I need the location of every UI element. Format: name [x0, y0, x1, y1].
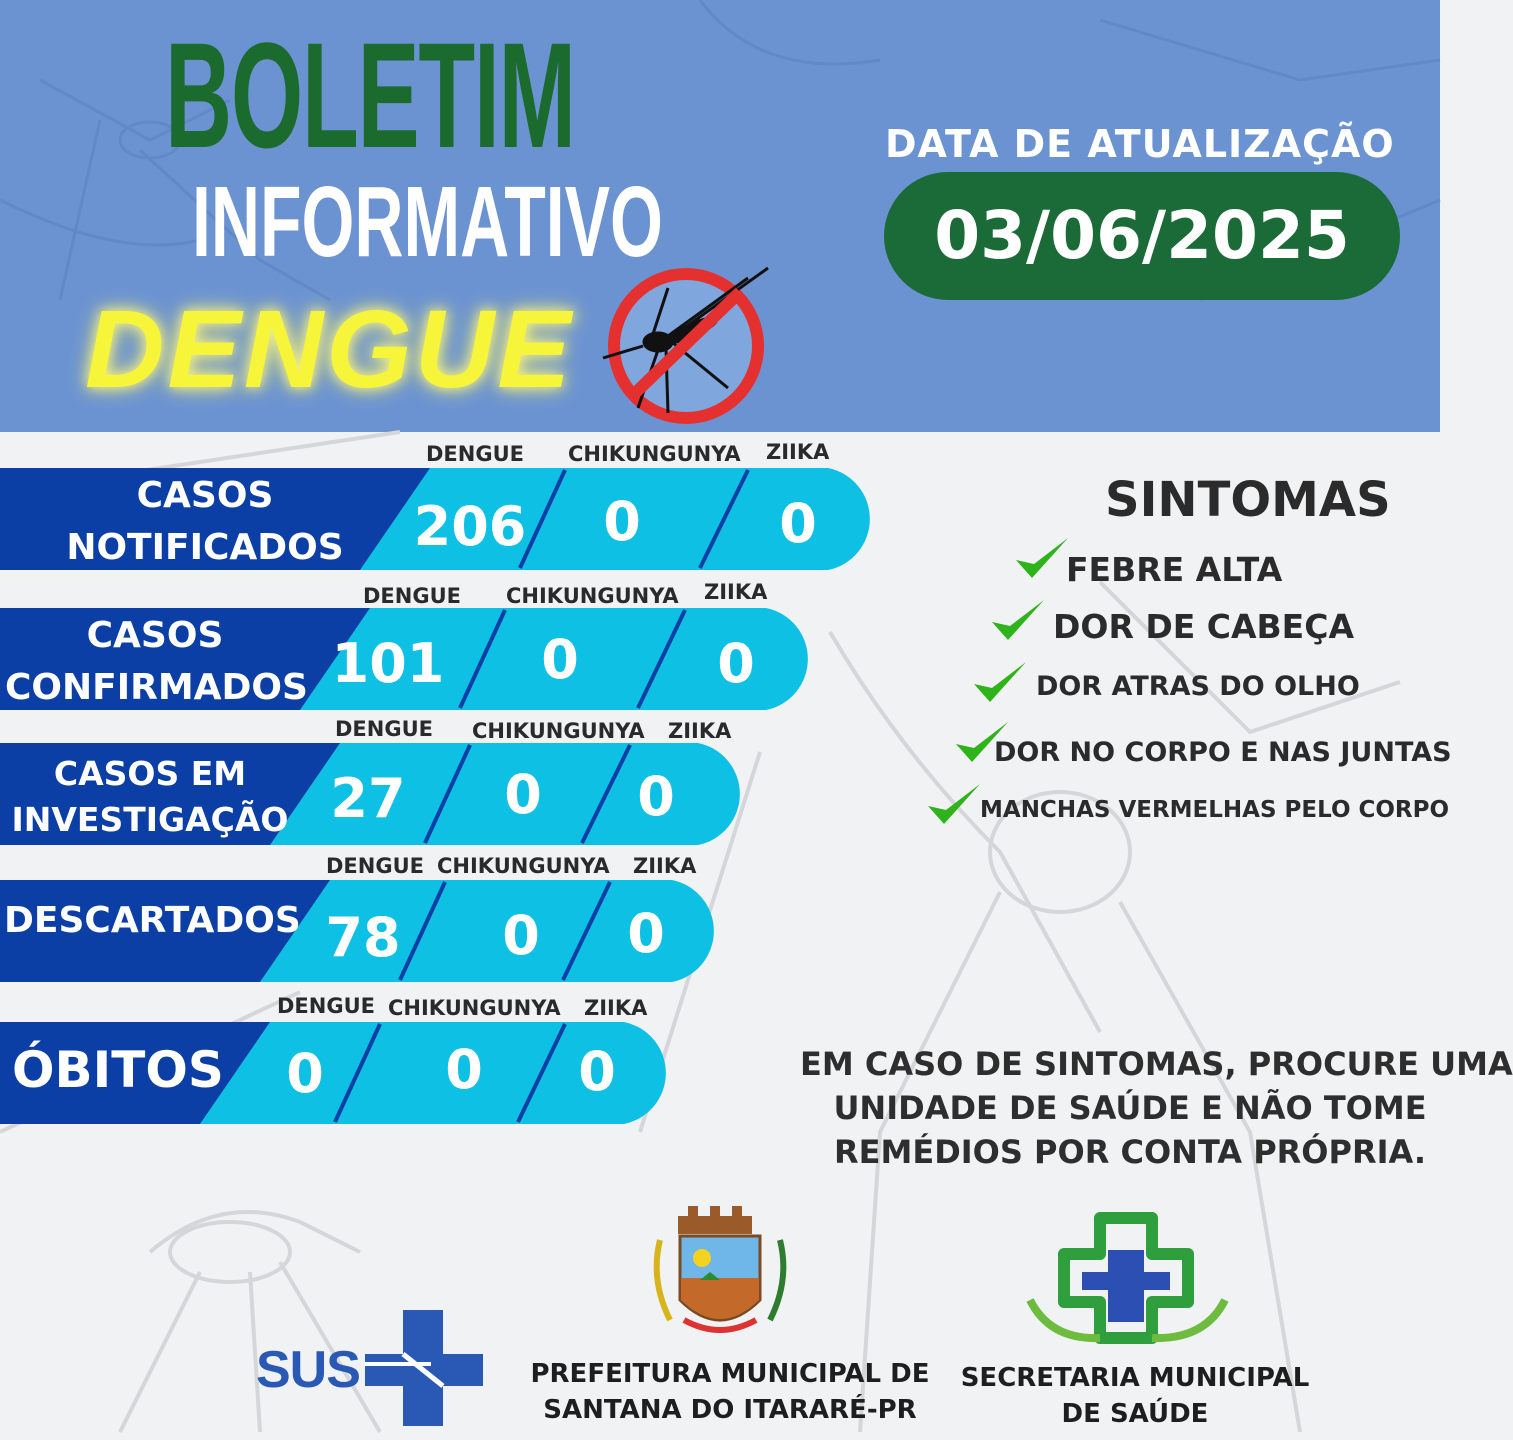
col-header-chikungunya: CHIKUNGUNYA	[506, 584, 679, 608]
symptom-item: DOR ATRAS DO OLHO	[1036, 671, 1360, 702]
col-header-chikungunya: CHIKUNGUNYA	[437, 854, 610, 878]
health-secretariat-cross-icon	[1020, 1210, 1235, 1350]
check-icon	[988, 596, 1048, 648]
row-label: ÓBITOS	[12, 1041, 224, 1099]
value-dengue: 78	[325, 906, 401, 969]
row-casos-investigacao	[0, 715, 760, 855]
check-icon	[924, 780, 984, 832]
col-header-ziika: ZIIKA	[633, 854, 697, 878]
value-dengue: 27	[330, 767, 406, 830]
row-casos-confirmados	[0, 580, 830, 720]
col-header-dengue: DENGUE	[277, 994, 375, 1018]
title-boletim: BOLETIM	[165, 11, 575, 179]
value-dengue: 0	[286, 1042, 324, 1105]
row-label: DESCARTADOS	[4, 900, 301, 941]
value-ziika: 0	[627, 902, 665, 965]
municipal-crest-icon	[640, 1200, 800, 1350]
value-ziika: 0	[578, 1040, 616, 1103]
row-label: CASOS NOTIFICADOS	[66, 475, 344, 568]
row-obitos	[0, 994, 690, 1134]
value-dengue: 206	[413, 495, 527, 558]
date-value: 03/06/2025	[934, 197, 1350, 274]
prefeitura-label: PREFEITURA MUNICIPAL DE SANTANA DO ITARARÉ-PR	[530, 1359, 930, 1425]
symptom-item: FEBRE ALTA	[1066, 550, 1283, 589]
row-label: CASOS CONFIRMADOS	[5, 615, 308, 708]
col-header-ziika: ZIIKA	[668, 719, 732, 743]
value-dengue: 101	[331, 632, 445, 695]
value-chikungunya: 0	[445, 1038, 483, 1101]
col-header-dengue: DENGUE	[335, 717, 433, 741]
value-chikungunya: 0	[502, 904, 540, 967]
col-header-dengue: DENGUE	[326, 854, 424, 878]
symptom-item: DOR NO CORPO E NAS JUNTAS	[994, 737, 1452, 768]
col-header-ziika: ZIIKA	[704, 580, 768, 604]
advice-text: EM CASO DE SINTOMAS, PROCURE UMA UNIDADE DE SAÚDE E NÃO TOME REMÉDIOS POR CONTA PRÓPRIA.	[800, 1045, 1513, 1171]
col-header-dengue: DENGUE	[426, 442, 524, 466]
secretaria-label: SECRETARIA MUNICIPAL DE SAÚDE	[960, 1363, 1310, 1429]
col-header-ziika: ZIIKA	[584, 996, 648, 1020]
row-descartados	[0, 852, 740, 992]
value-ziika: 0	[717, 632, 755, 695]
sus-logo-text: SUS	[256, 1341, 360, 1399]
value-chikungunya: 0	[603, 490, 641, 553]
title-dengue: DENGUE	[85, 288, 574, 411]
col-header-dengue: DENGUE	[363, 584, 461, 608]
row-label: CASOS EM INVESTIGAÇÃO	[11, 754, 289, 839]
no-mosquito-icon	[598, 258, 778, 428]
symptoms-title: SINTOMAS	[1105, 472, 1391, 528]
date-label: DATA DE ATUALIZAÇÃO	[885, 122, 1395, 166]
check-icon	[970, 658, 1030, 710]
row-casos-notificados	[0, 440, 890, 580]
col-header-chikungunya: CHIKUNGUNYA	[568, 442, 741, 466]
value-chikungunya: 0	[504, 763, 542, 826]
symptom-item: MANCHAS VERMELHAS PELO CORPO	[980, 797, 1450, 823]
check-icon	[1012, 534, 1072, 586]
title-informativo: INFORMATIVO	[192, 166, 663, 278]
symptom-item: DOR DE CABEÇA	[1053, 607, 1354, 646]
value-ziika: 0	[779, 492, 817, 555]
value-ziika: 0	[637, 765, 675, 828]
date-pill	[884, 172, 1400, 300]
col-header-ziika: ZIIKA	[766, 440, 830, 464]
header-banner	[0, 0, 1440, 432]
col-header-chikungunya: CHIKUNGUNYA	[388, 996, 561, 1020]
col-header-chikungunya: CHIKUNGUNYA	[472, 719, 645, 743]
value-chikungunya: 0	[541, 628, 579, 691]
